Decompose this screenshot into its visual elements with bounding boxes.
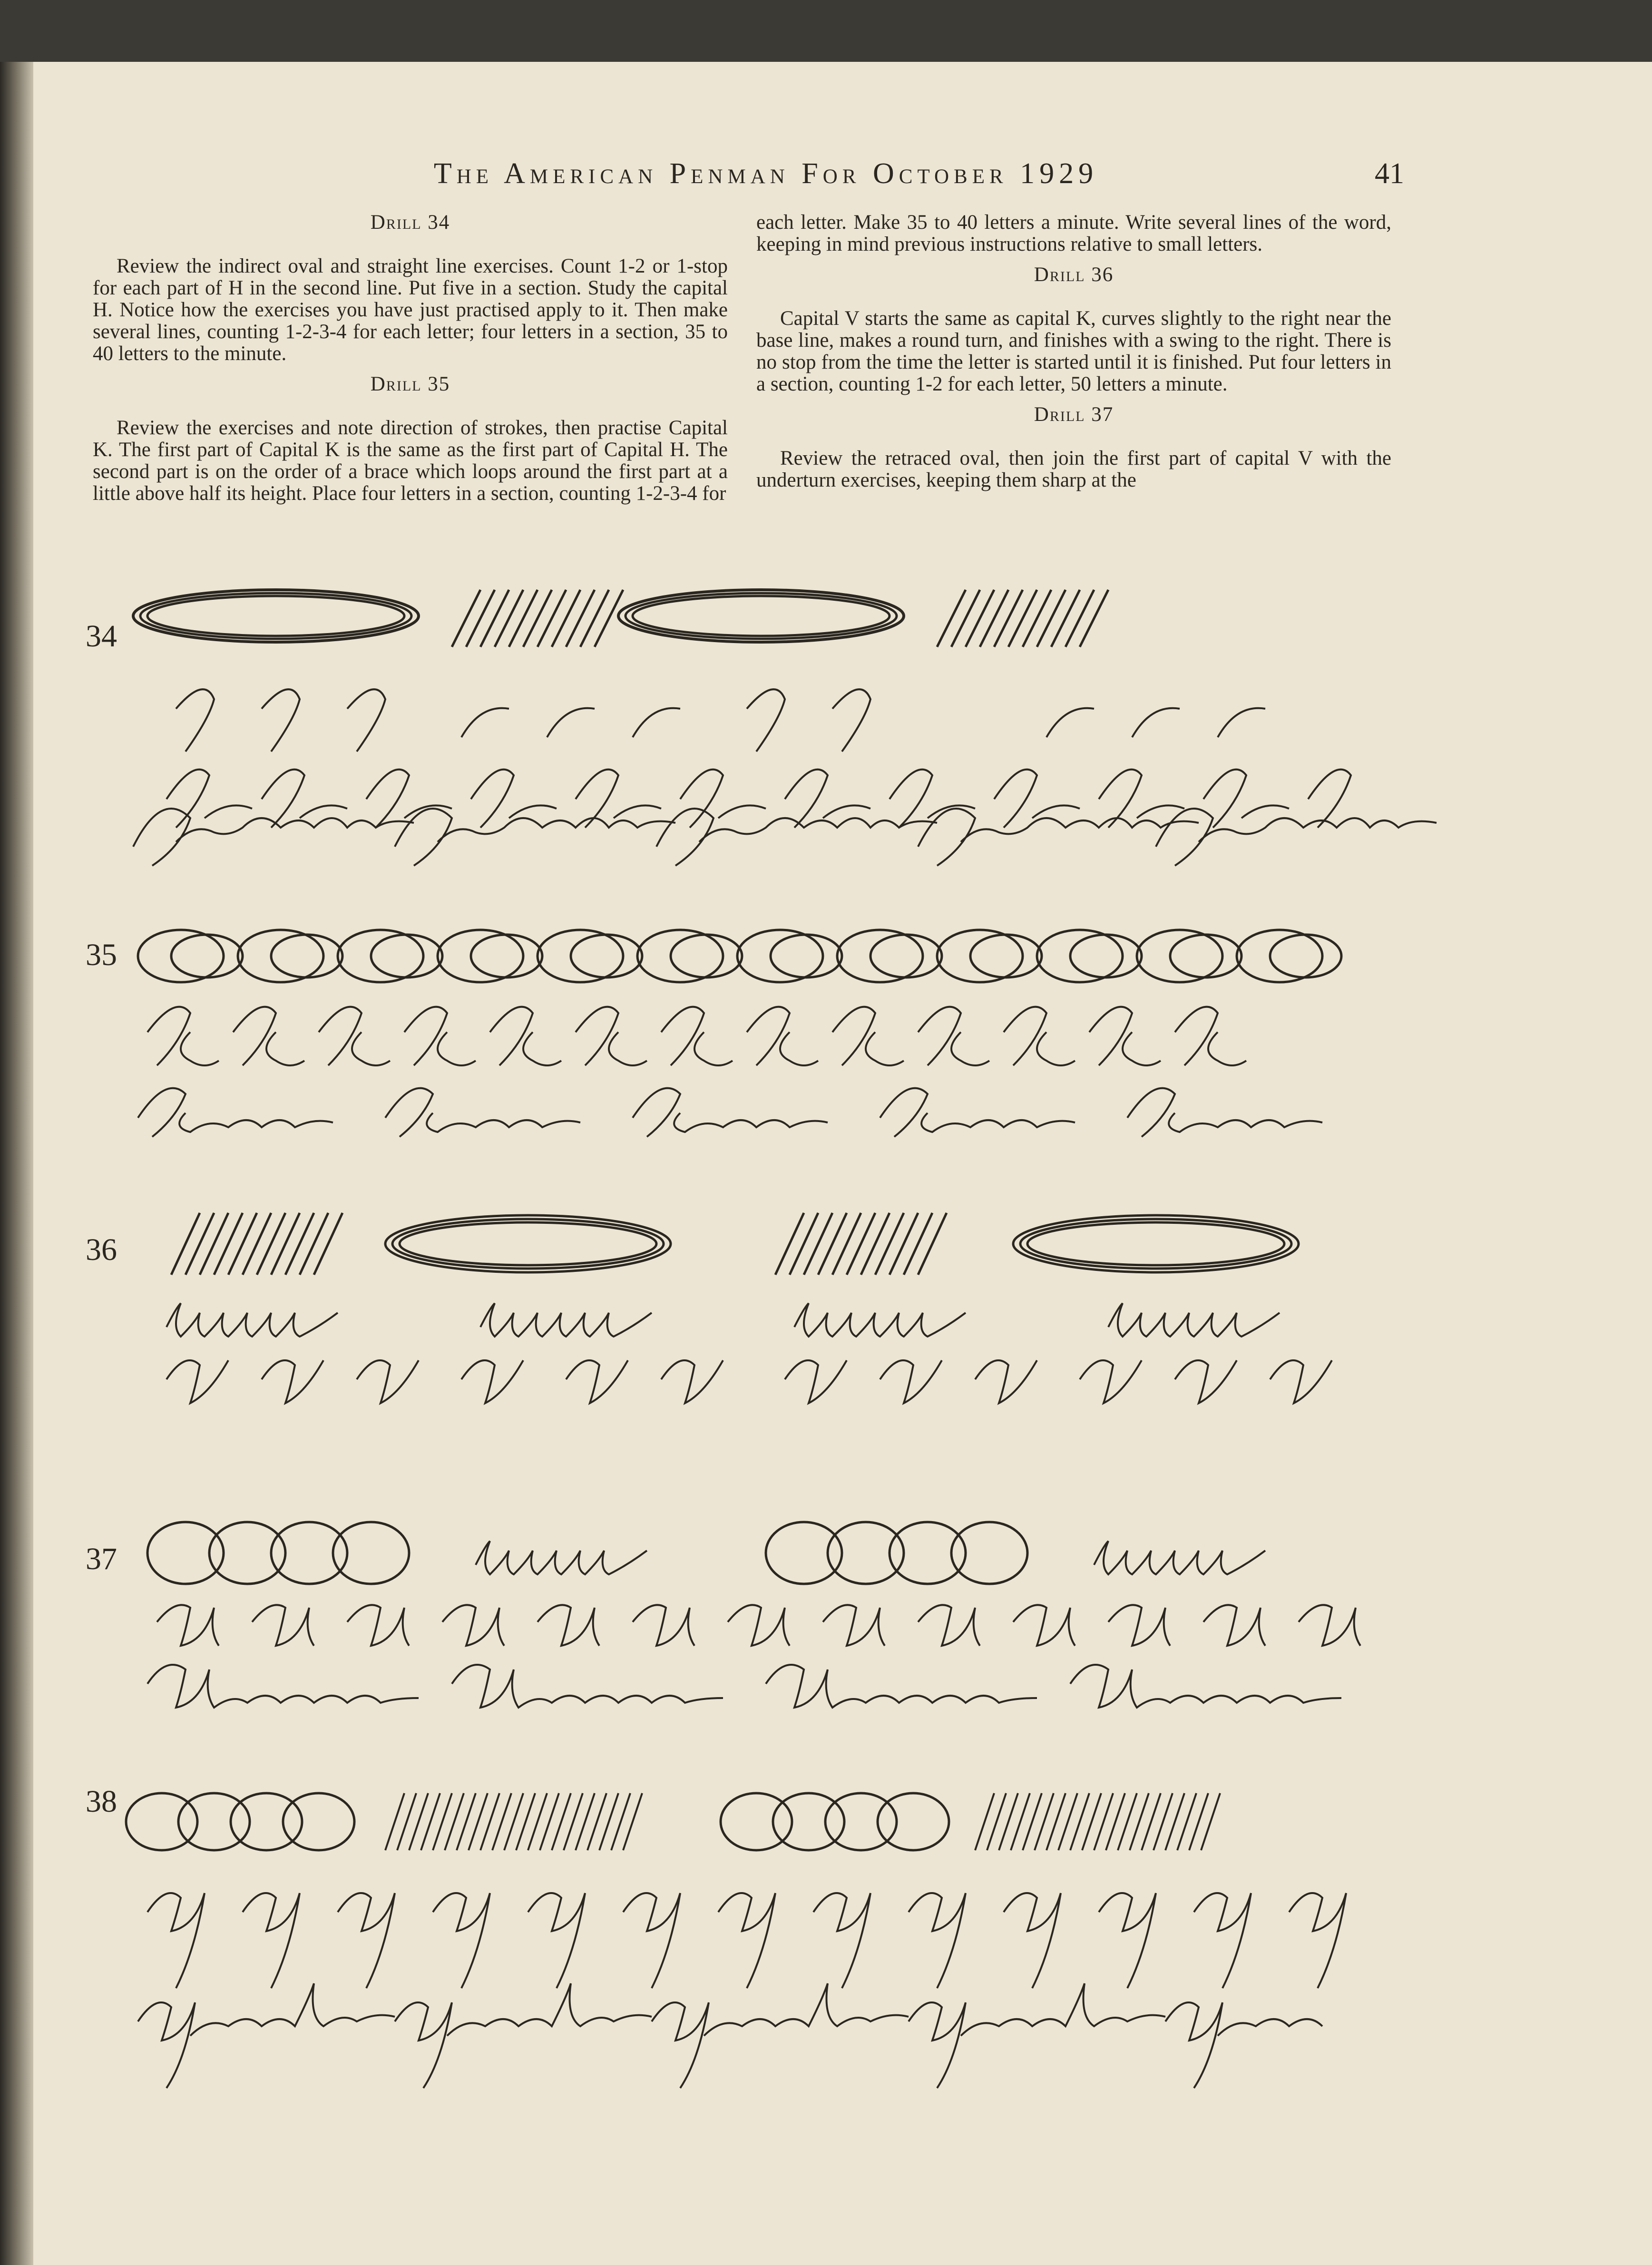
page-number: 41 [1375,157,1404,190]
plate-38-word-row [138,1983,1322,2088]
plate-38-hatched-bands [385,1793,1220,1850]
plate-38-penmanship [119,1769,1403,2112]
plate-35-penmanship [119,913,1403,1142]
drill-36-text: Capital V starts the same as capital K, curves slightly to the right near the base line, makes a round turn, and finishes with a swing to the right. There is no stop from the time the letter is started until it is finished. Put four letters in a section, counting 1-2 for each letter, 50 letters a minute. [756,307,1391,395]
plate-38-capital-y-row [147,1893,1346,1988]
plate-37-number: 37 [86,1542,117,1576]
right-column [756,212,1391,491]
plate-37-underturn-row [476,1541,1265,1574]
plate-37-retraced-ovals [147,1522,1027,1584]
plate-36-capital-v-row [166,1360,1332,1403]
plate-38-number: 38 [86,1784,117,1819]
drill-37-heading: Drill 37 [1034,403,1114,426]
drill-37-text: Review the retraced oval, then join the first part of capital V with the underturn exercises, keeping them sharp at the [756,447,1391,491]
plate-37-word-row [147,1665,1341,1708]
drill-35-heading: Drill 35 [370,373,450,395]
plate-35-capital-k-row [147,1007,1246,1065]
scan-background [0,0,26,62]
running-title: The American Penman For October 1929 [433,157,1098,190]
plate-36-penmanship [119,1199,1403,1422]
plate-34-number: 34 [86,619,117,654]
plate-37-capital-u-row [157,1605,1360,1646]
drill-35-text: Review the exercises and note direction of strokes, then practise Capital K. The first part of Capital K is the same as the first part of Capital H. The second part is on the order of a brace which loops around the first part at a little above half its height. Place four letters in a section, counting 1-2-3-4 for [93,417,728,505]
plate-35-word-row [138,1088,1322,1137]
plate-35-oval-loops [138,930,1341,982]
drill-35-continued-text: each letter. Make 35 to 40 letters a minute. Write several lines of the word, keeping in mind previous instructions relative to small letters. [756,211,1391,255]
plate-36-number: 36 [86,1232,117,1267]
drill-34-text: Review the indirect oval and straight line exercises. Count 1-2 or 1-stop for each part of H in the second line. Put five in a section. Study the capital H. Notice how the exercises you have just practised apply to it. Then make several lines, counting 1-2-3-4 for each letter; four letters in a section, 35 to 40 letters to the minute. [93,255,728,365]
plate-37-penmanship [119,1513,1403,1722]
plate-34-word-row [119,790,1403,866]
plate-34-h-parts-row [176,689,1265,752]
plate-36-underturn-row [166,1303,1280,1337]
plate-35-number: 35 [86,937,117,972]
book-spine [0,62,33,2265]
drill-34-heading: Drill 34 [370,211,450,234]
drill-36-heading: Drill 36 [1034,264,1114,286]
left-column [93,212,728,505]
